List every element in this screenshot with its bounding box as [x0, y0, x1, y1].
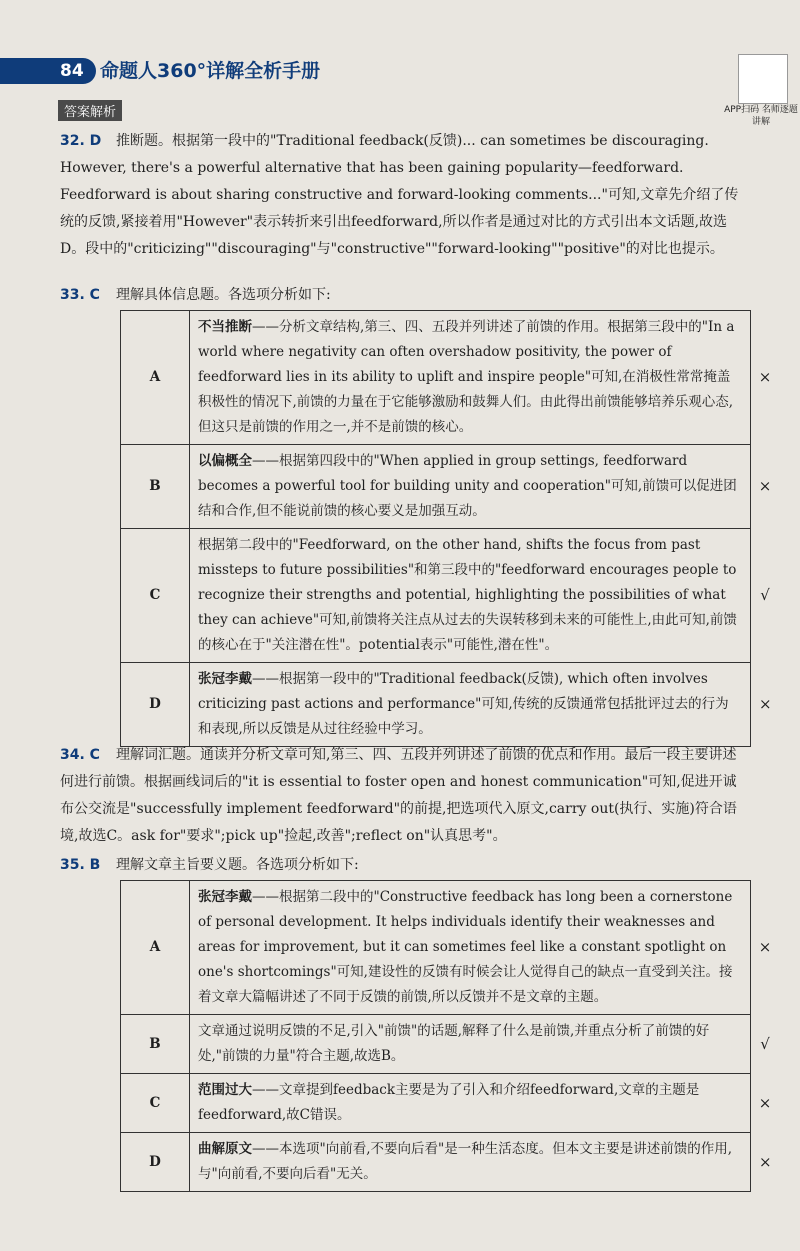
option-mark: √: [760, 1034, 770, 1053]
option-text: 根据第二段中的"Feedforward, on the other hand, shifts the focus from past missteps to future possibilities"和第三段中的"feedforward encourages people to recognize their strengths and potential, highlighting the possibilities of what they can achieve"可知,前馈将关注点从过去的失误转移到未来的可能性上,由此可知,前馈的核心在于"关注潜在性"。potential表示"可能性,潜在性"。: [198, 537, 737, 653]
options-table-35: [120, 880, 780, 1192]
option-letter: D: [121, 1133, 190, 1192]
option-body: [190, 529, 751, 663]
answer-text: 推断题。根据第一段中的"Traditional feedback(反馈)... can sometimes be discouraging. However, there's a powerful alternative that has been gaining popularity—feedforward. Feedforward is about sharing constructive and forward-looking comments..."可知,文章先介绍了传统的反馈,紧接着用"However"表示转折来引出feedforward,所以作者是通过对比的方式引出本文话题,故选D。段中的"criticizing""discouraging"与"constructive""forward-looking""positive"的对比也提示。: [60, 133, 739, 257]
option-body: [190, 445, 751, 529]
option-body: [190, 663, 751, 747]
table-row: [121, 1074, 780, 1133]
option-letter: A: [121, 881, 190, 1015]
option-text: ——根据第四段中的"When applied in group settings, feedforward becomes a powerful tool for building unity and cooperation"可知,前馈可以促进团结和合作,但不能说前馈的核心要义是加强互动。: [198, 453, 737, 519]
question-32: [60, 128, 740, 263]
option-lead: 张冠李戴: [198, 671, 252, 687]
option-letter: B: [121, 1015, 190, 1074]
answer-text: 理解词汇题。通读并分析文章可知,第三、四、五段并列讲述了前馈的优点和作用。最后一段主要讲述何进行前馈。根据画线词后的"it is essential to foster open and honest communication"可知,促进开诚布公交流是"successfully implement feedforward"的前提,把选项代入原文,carry out(执行、实施)符合语境,故选C。ask for"要求";pick up"捡起,改善";reflect on"认真思考"。: [60, 747, 737, 844]
option-mark: ×: [758, 938, 772, 956]
option-lead: 曲解原文: [198, 1141, 252, 1157]
option-text: ——文章提到feedback主要是为了引入和介绍feedforward,文章的主题是feedforward,故C错误。: [198, 1082, 700, 1123]
option-lead: 以偏概全: [198, 453, 252, 469]
option-lead: 范围过大: [198, 1082, 252, 1098]
question-35-intro: [60, 852, 740, 879]
question-number: 33. C: [60, 287, 100, 303]
question-number: 34. C: [60, 747, 100, 763]
option-text: ——分析文章结构,第三、四、五段并列讲述了前馈的作用。根据第三段中的"In a world where negativity can often overshadow positivity, the power of feedforward lies in its ability to uplift and inspire people"可知,在消极性常常掩盖积极性的情况下,前馈的力量在于它能够激励和鼓舞人们。由此得出前馈能够培养乐观心态,但这只是前馈的作用之一,并不是前馈的核心。: [198, 319, 735, 435]
question-number: 32. D: [60, 133, 102, 149]
option-text: ——根据第二段中的"Constructive feedback has long been a cornerstone of personal development. It helps individuals identify their weaknesses and areas for improvement, but it can sometimes feel like a constant spotlight on one's shortcomings"可知,建设性的反馈有时候会让人觉得自己的缺点一直受到关注。接着文章大篇幅讲述了不同于反馈的前馈,所以反馈并不是文章的主题。: [198, 889, 733, 1005]
question-34: [60, 742, 740, 850]
option-lead: 张冠李戴: [198, 889, 252, 905]
option-letter: C: [121, 1074, 190, 1133]
option-body: [190, 1133, 751, 1192]
option-letter: B: [121, 445, 190, 529]
option-mark: ×: [758, 695, 772, 713]
table-row: [121, 311, 780, 445]
option-letter: D: [121, 663, 190, 747]
table-row: [121, 663, 780, 747]
option-mark: ×: [758, 1093, 772, 1112]
question-number: 35. B: [60, 857, 101, 873]
answer-intro: 理解文章主旨要义题。各选项分析如下:: [116, 857, 359, 873]
option-letter: A: [121, 311, 190, 445]
option-mark: ×: [758, 477, 772, 495]
options-table-33: [120, 310, 780, 747]
table-row: [121, 1133, 780, 1192]
option-text: 文章通过说明反馈的不足,引入"前馈"的话题,解释了什么是前馈,并重点分析了前馈的好处,"前馈的力量"符合主题,故选B。: [198, 1023, 710, 1064]
option-mark: ×: [758, 1152, 772, 1171]
table-row: [121, 881, 780, 1015]
option-body: [190, 1015, 751, 1074]
option-text: ——本选项"向前看,不要向后看"是一种生活态度。但本文主要是讲述前馈的作用,与"向前看,不要向后看"无关。: [198, 1141, 733, 1182]
option-letter: C: [121, 529, 190, 663]
option-mark: ×: [758, 368, 772, 386]
section-tag: 答案解析: [58, 100, 122, 121]
book-title: 命题人360°详解全析手册: [100, 60, 321, 82]
table-row: [121, 445, 780, 529]
table-row: [121, 529, 780, 663]
question-33-intro: [60, 282, 740, 309]
option-text: ——根据第一段中的"Traditional feedback(反馈), which often involves criticizing past actions and performance"可知,传统的反馈通常包括批评过去的行为和表现,所以反馈是从过往经验中学习。: [198, 671, 729, 737]
qr-code-icon: [738, 54, 788, 104]
option-lead: 不当推断: [198, 319, 252, 335]
qr-caption: APP扫码 名师逐题讲解: [724, 105, 798, 127]
header: [0, 52, 800, 96]
option-body: [190, 1074, 751, 1133]
table-row: [121, 1015, 780, 1074]
option-body: [190, 311, 751, 445]
option-mark: √: [760, 586, 770, 604]
option-body: [190, 881, 751, 1015]
answer-intro: 理解具体信息题。各选项分析如下:: [116, 287, 331, 303]
page-number: 84: [60, 61, 84, 81]
